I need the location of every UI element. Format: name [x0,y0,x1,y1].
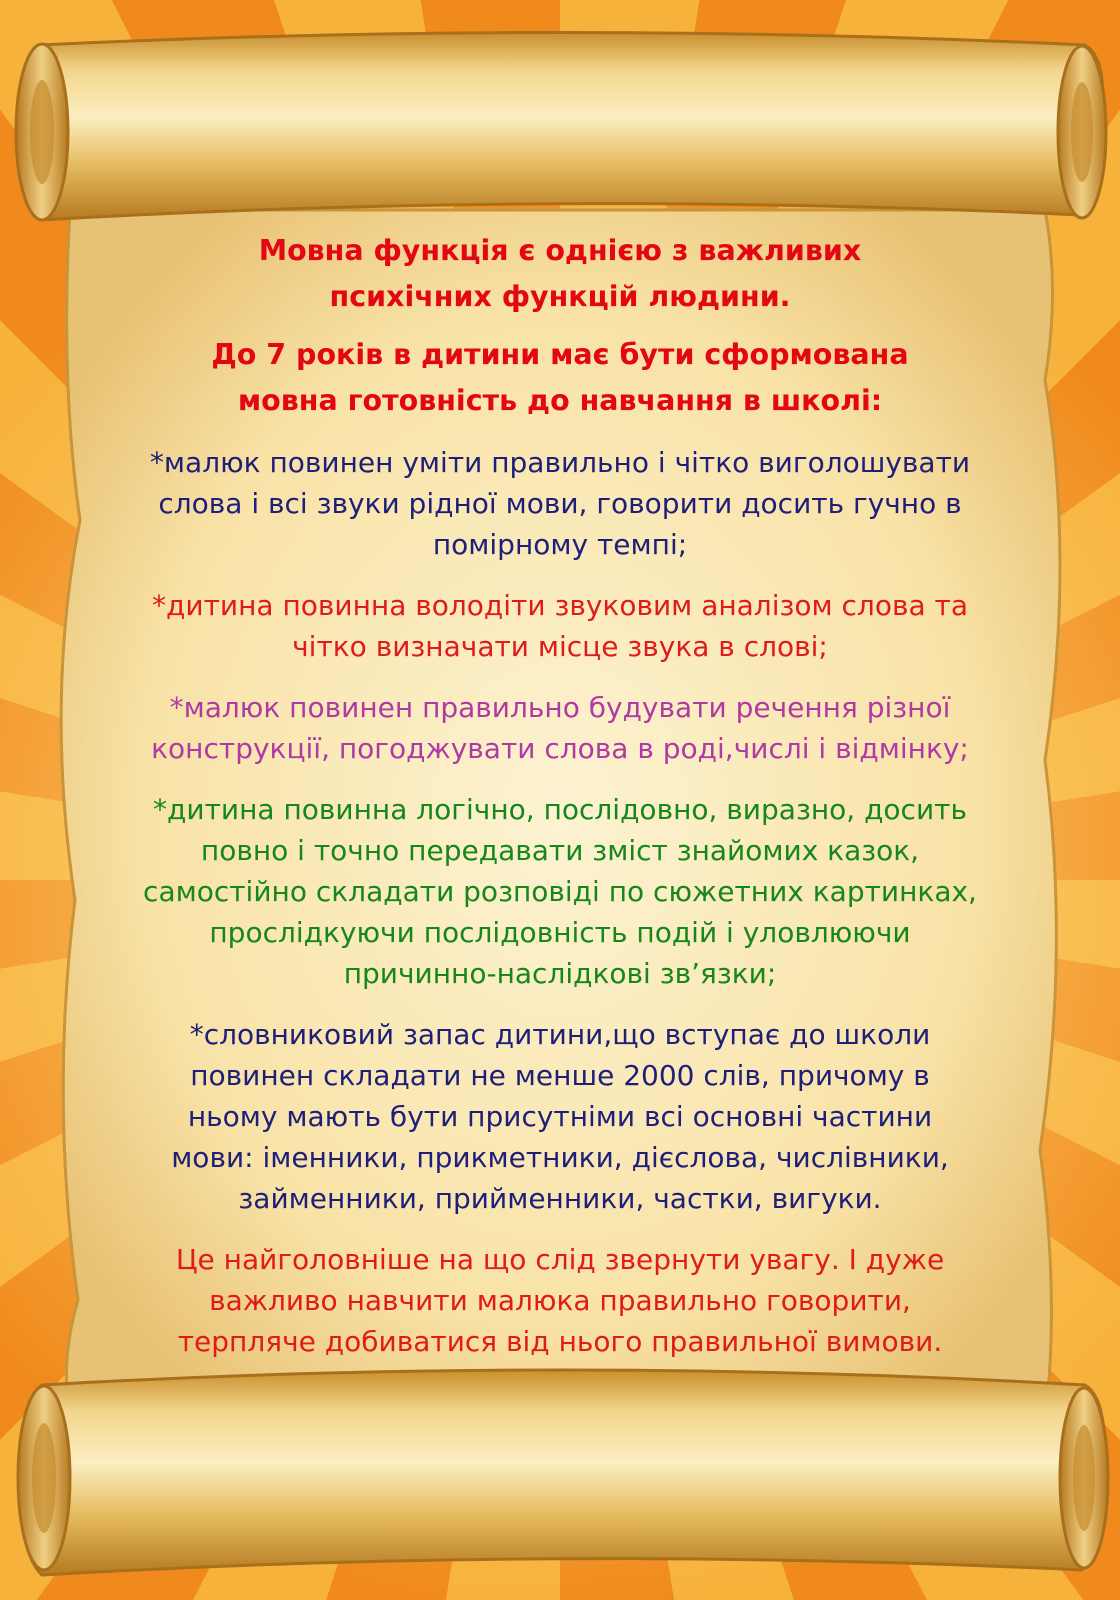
item-sentences [110,687,1010,769]
item-line: *словниковий запас дитини,що вступає до школи [189,1018,931,1051]
closing-line: терпляче добиватися від нього правильної вимови. [177,1325,943,1358]
closing-line: Це найголовніше на що слід звернути увагу. І дуже [175,1243,945,1276]
item-line: прослідкуючи послідовність подій і уловлюючи [209,916,911,949]
item-line: *малюк повинен правильно будувати речення різної [169,691,951,724]
heading-line: Мовна функція є однією з важливих [258,234,862,267]
heading-block-1 [110,228,1010,320]
item-line: помірному темпі; [432,528,688,561]
closing-line: важливо навчити малюка правильно говорити, [209,1284,911,1317]
item-line: мови: іменники, прикметники, дієслова, числівники, [171,1141,949,1174]
item-retelling [110,789,1010,994]
item-line: повно і точно передавати зміст знайомих казок, [200,834,920,867]
scroll-text [110,228,1010,1362]
item-line: причинно-наслідкові зв’язки; [343,957,777,990]
bottom-roll [20,1370,1104,1575]
heading-block-2 [110,332,1010,424]
item-line: слова і всі звуки рідної мови, говорити досить гучно в [158,487,962,520]
item-line: чітко визначати місце звука в слові; [292,630,828,663]
heading-line: психічних функцій людини. [329,280,791,313]
item-line: займенники, прийменники, частки, вигуки. [238,1182,882,1215]
item-line: *малюк повинен уміти правильно і чітко виголошувати [149,446,971,479]
item-pronunciation [110,442,1010,565]
item-line: повинен складати не менше 2000 слів, причому в [190,1059,930,1092]
closing-note [110,1239,1010,1362]
item-line: самостійно складати розповіді по сюжетних картинках, [143,875,977,908]
item-sound-analysis [110,585,1010,667]
heading-line: мовна готовність до навчання в школі: [237,384,883,417]
top-roll [18,33,1103,221]
item-vocabulary [110,1014,1010,1219]
item-line: *дитина повинна володіти звуковим аналізом слова та [152,589,968,622]
item-line: конструкції, погоджувати слова в роді,числі і відмінку; [151,732,969,765]
item-line: *дитина повинна логічно, послідовно, виразно, досить [153,793,967,826]
heading-line: До 7 років в дитини має бути сформована [211,338,909,371]
item-line: ньому мають бути присутніми всі основні частини [187,1100,933,1133]
